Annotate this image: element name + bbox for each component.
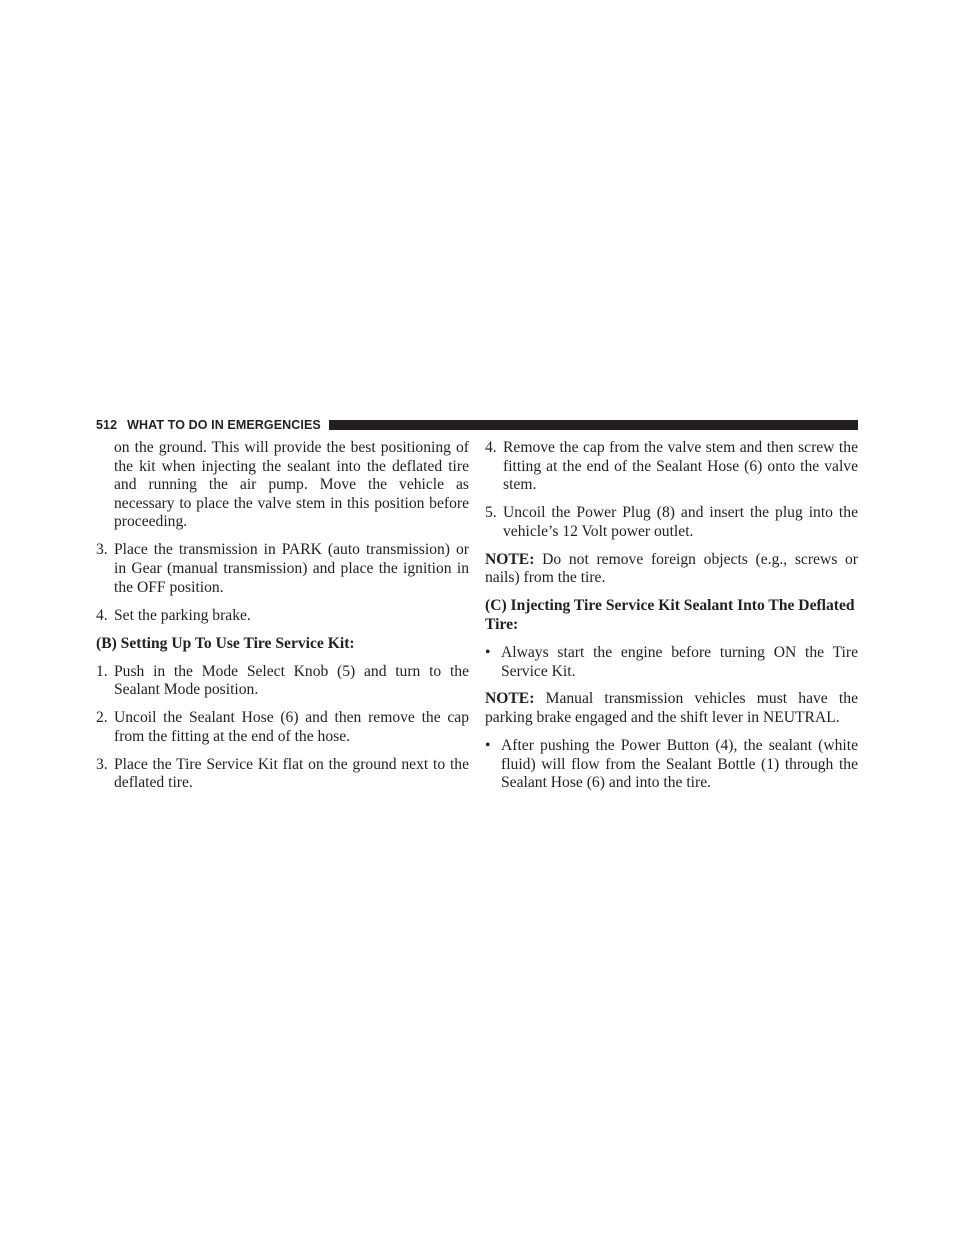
bullet-icon: • [485, 737, 491, 755]
section-title: WHAT TO DO IN EMERGENCIES [127, 418, 321, 432]
continuation-paragraph: on the ground. This will provide the best positioning of the kit when injecting the sealant into the deflated tire and running the air pump. Move the vehicle as necessary to place the valve stem in this position before proceeding. [114, 439, 469, 531]
step-text: Place the transmission in PARK (auto transmission) or in Gear (manual transmission) and place the ignition in the OFF position. [114, 541, 469, 596]
heading-setting-up: (B) Setting Up To Use Tire Service Kit: [96, 634, 355, 652]
bullet-text: Always start the engine before turning ON the Tire Service Kit. [501, 643, 858, 680]
note-foreign-objects [485, 551, 858, 588]
list-item-step-4 [96, 607, 469, 626]
bullet-item-power-button [485, 737, 858, 793]
step-text: Push in the Mode Select Knob (5) and turn to the Sealant Mode position. [114, 662, 469, 699]
bullet-item-start-engine [485, 644, 858, 681]
step-text: Remove the cap from the valve stem and then screw the fitting at the end of the Sealant Hose (6) onto the valve stem. [503, 439, 858, 494]
bullet-icon: • [485, 643, 491, 661]
step-number: 1. [96, 662, 108, 680]
step-number: 3. [96, 755, 108, 773]
step-text: Uncoil the Sealant Hose (6) and then remove the cap from the fitting at the end of the hose. [114, 709, 469, 745]
left-column [96, 439, 469, 802]
bullet-text: After pushing the Power Button (4), the sealant (white fluid) will flow from the Sealant Bottle (1) through the Sealant Hose (6) and into the tire. [501, 737, 858, 792]
list-item-step-2 [96, 709, 469, 746]
note-label: NOTE: [485, 550, 535, 568]
step-text: Place the Tire Service Kit flat on the ground next to the deflated tire. [114, 755, 469, 792]
note-text: Manual transmission vehicles must have the parking brake engaged and the shift lever in NEUTRAL. [485, 690, 858, 727]
step-number: 3. [96, 541, 108, 559]
right-column [485, 439, 858, 802]
step-number: 2. [96, 709, 108, 727]
step-number: 5. [485, 504, 497, 522]
step-text: Uncoil the Power Plug (8) and insert the plug into the vehicle’s 12 Volt power outlet. [503, 504, 858, 540]
step-text: Set the parking brake. [114, 606, 251, 624]
list-item-step-5 [485, 504, 858, 541]
list-item-step-4b [485, 439, 858, 495]
note-text: Do not remove foreign objects (e.g., screws or nails) from the tire. [485, 550, 858, 587]
note-label: NOTE: [485, 690, 535, 708]
note-manual-transmission [485, 690, 858, 727]
step-number: 4. [485, 439, 497, 456]
list-item-step-1 [96, 663, 469, 700]
header-rule [329, 420, 858, 430]
list-item-step-3b [96, 756, 469, 793]
list-item-step-3 [96, 541, 469, 597]
page-header [96, 417, 858, 433]
heading-injecting-sealant: (C) Injecting Tire Service Kit Sealant Into The Deflated Tire: [485, 597, 855, 633]
page-number: 512 [96, 418, 118, 432]
step-number: 4. [96, 606, 108, 624]
